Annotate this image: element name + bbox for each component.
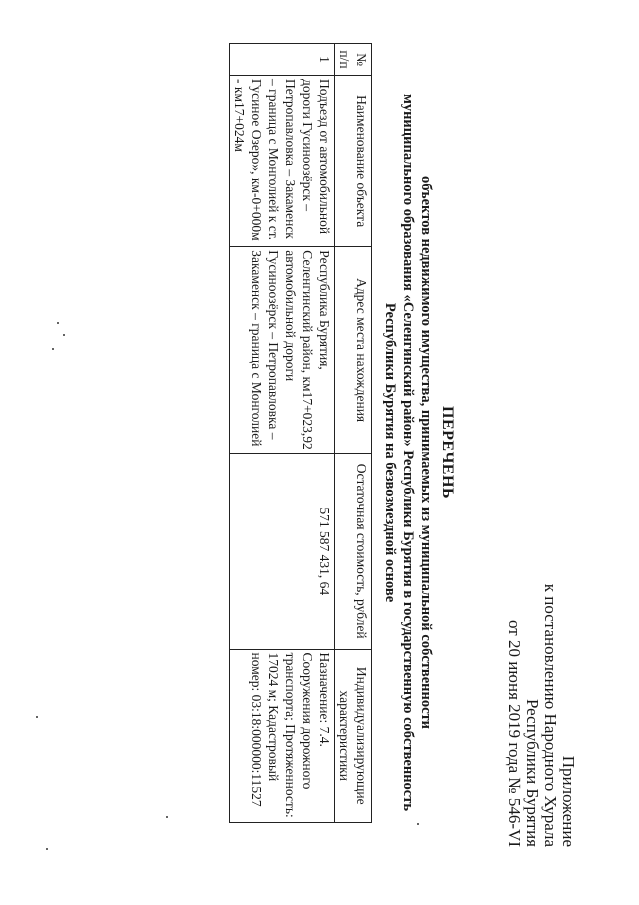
header-number: № п/п — [335, 44, 372, 76]
appendix-block — [505, 584, 577, 847]
cell-cost: 571 587 431, 64 — [230, 453, 335, 649]
title-subtitle: муниципального образования «Селенгинский район» Республики Бурятия в государственную собственность — [400, 93, 416, 812]
header-name: Наименование объекта — [335, 76, 372, 247]
appendix-line: Республики Бурятия — [523, 698, 542, 847]
scan-speck — [46, 848, 48, 850]
appendix-line: к постановлению Народного Хурала — [541, 583, 560, 847]
scan-speck — [36, 716, 38, 718]
scan-speck — [52, 348, 54, 350]
objects-table — [229, 43, 372, 823]
header-characteristics: Индивидуализирующие характеристики — [335, 649, 372, 823]
cell-name: Подъезд от автомобильной дороги Гусиноозёрск – Петропавловка – Закаменск – граница с Монголией к ст. Гусиное Озеро», км-0+000м - км17+024м — [230, 76, 335, 247]
cell-address: Республика Бурятия, Селенгинский район, км17+023,92 автомобильной дороги Гусиноозёрск – Петропавловка – Закаменск – граница с Монголией — [230, 247, 335, 454]
cell-characteristics: Назначение: 7.4. Сооружения дорожного транспорта; Протяженность: 17024 м; Кадастровый номер: 03:18:000000:11527 — [230, 649, 335, 823]
header-cost: Остаточная стоимость, рублей — [335, 453, 372, 649]
scan-speck — [166, 816, 168, 818]
table-header-row — [335, 44, 372, 823]
title-subtitle: Республики Бурятия на безвозмездной основе — [382, 302, 398, 603]
scan-speck — [63, 334, 65, 336]
scan-speck — [417, 823, 419, 825]
title-main: ПЕРЕЧЕНЬ — [439, 406, 456, 499]
appendix-line: от 20 июня 2019 года № 546-VI — [505, 620, 524, 847]
title-subtitle: объектов недвижимого имущества, принимаемых из муниципальной собственности — [418, 175, 434, 730]
appendix-line: Приложение — [559, 755, 578, 847]
scan-speck — [57, 322, 59, 324]
cell-number: 1 — [230, 44, 335, 76]
header-address: Адрес места нахождения — [335, 247, 372, 454]
table-row — [230, 44, 335, 823]
document-title — [381, 0, 456, 905]
